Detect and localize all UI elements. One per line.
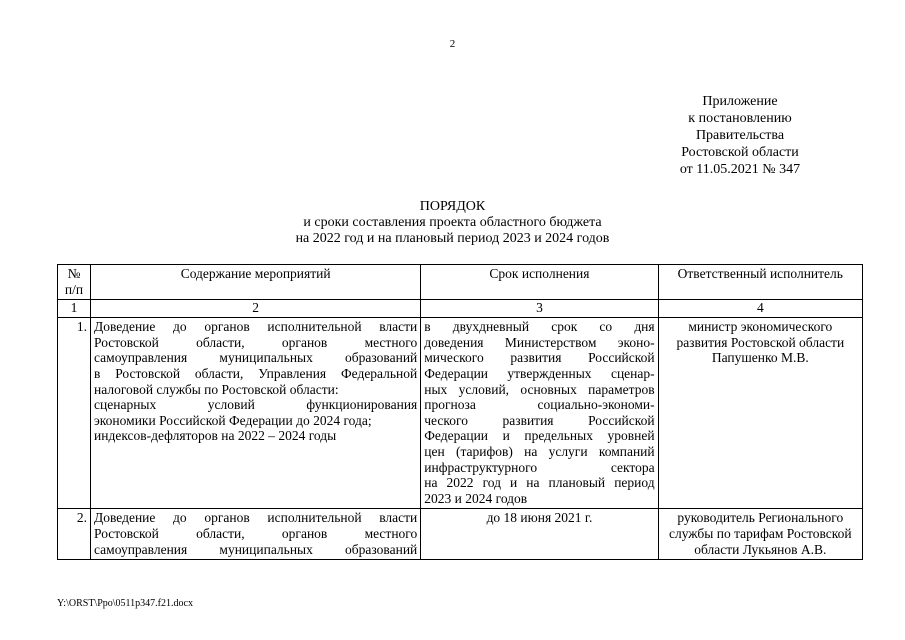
term-line: прогноза социально-экономи- xyxy=(424,397,655,413)
row-number: 1. xyxy=(58,318,91,509)
header-term: Срок исполнения xyxy=(421,265,658,300)
content-line: самоуправления муниципальных образований xyxy=(94,350,418,366)
appendix-line: Правительства xyxy=(695,128,785,143)
table-row xyxy=(58,509,863,560)
row-term xyxy=(421,509,658,560)
term-line: инфраструктурного сектора xyxy=(424,459,655,475)
header-num-line: п/п xyxy=(64,281,84,297)
table-index-row xyxy=(58,300,863,318)
title-line: ПОРЯДОК xyxy=(419,199,486,214)
index-cell: 3 xyxy=(421,300,658,318)
file-path-footer: Y:\ORST\Ppo\0511p347.f21.docx xyxy=(57,598,193,609)
header-responsible: Ответственный исполнитель xyxy=(658,265,862,300)
row-responsible xyxy=(658,318,862,509)
header-num-line: № xyxy=(67,266,81,281)
term-line: цен (тарифов) на услуги компаний xyxy=(424,443,655,459)
content-line: самоуправления муниципальных образований xyxy=(94,541,418,557)
responsible-line: службы по тарифам Ростовской xyxy=(668,525,852,541)
header-content: Содержание мероприятий xyxy=(91,265,421,300)
schedule-table xyxy=(57,264,863,560)
title-line: на 2022 год и на плановый период 2023 и 2024 годов xyxy=(295,231,610,246)
page-number: 2 xyxy=(449,38,456,50)
responsible-line: руководитель Регионального xyxy=(677,510,844,526)
table-row xyxy=(58,318,863,509)
term-line: на 2022 год и на плановый период xyxy=(424,475,655,491)
term-line: Федерации и предельных уровней xyxy=(424,428,655,444)
content-line: Ростовской области, органов местного xyxy=(94,334,418,350)
responsible-line: развития Ростовской области xyxy=(676,334,845,350)
title-line: и сроки составления проекта областного бюджета xyxy=(303,215,602,230)
term-line: ческого развития Российской xyxy=(424,412,655,428)
row-content xyxy=(91,509,421,560)
content-line: налоговой службы по Ростовской области: xyxy=(94,381,339,397)
responsible-line: Папушенко М.В. xyxy=(711,350,809,366)
content-line: экономики Российской Федерации до 2024 года; xyxy=(94,412,372,428)
appendix-line: Приложение xyxy=(702,94,778,109)
appendix-line: к постановлению xyxy=(688,111,792,126)
row-responsible xyxy=(658,509,862,560)
responsible-line: министр экономического xyxy=(688,319,833,335)
appendix-line: Ростовской области xyxy=(681,145,799,160)
table-header-row xyxy=(58,265,863,300)
row-term xyxy=(421,318,658,509)
term-line: 2023 и 2024 годов xyxy=(424,490,528,506)
index-cell: 2 xyxy=(91,300,421,318)
content-line: Доведение до органов исполнительной власти xyxy=(94,510,418,526)
appendix-block xyxy=(640,93,840,178)
term-line: доведения Министерством эконо- xyxy=(424,334,655,350)
header-num xyxy=(58,265,91,300)
term-line: до 18 июня 2021 г. xyxy=(486,510,593,526)
content-line: Ростовской области, органов местного xyxy=(94,525,418,541)
content-line: сценарных условий функционирования xyxy=(94,397,418,413)
content-line: индексов-дефляторов на 2022 – 2024 годы xyxy=(94,428,337,444)
appendix-line: от 11.05.2021 № 347 xyxy=(679,162,801,177)
document-title xyxy=(200,199,705,247)
index-cell: 1 xyxy=(58,300,91,318)
index-cell: 4 xyxy=(658,300,862,318)
term-line: Федерации утвержденных сценар- xyxy=(424,365,655,381)
responsible-line: области Лукьянов А.В. xyxy=(694,541,827,557)
term-line: мического развития Российской xyxy=(424,350,655,366)
content-line: Доведение до органов исполнительной власти xyxy=(94,319,418,335)
term-line: в двухдневный срок со дня xyxy=(424,319,655,335)
row-content xyxy=(91,318,421,509)
term-line: ных условий, основных параметров xyxy=(424,381,655,397)
row-number: 2. xyxy=(58,509,91,560)
content-line: в Ростовской области, Управления Федеральной xyxy=(94,365,418,381)
